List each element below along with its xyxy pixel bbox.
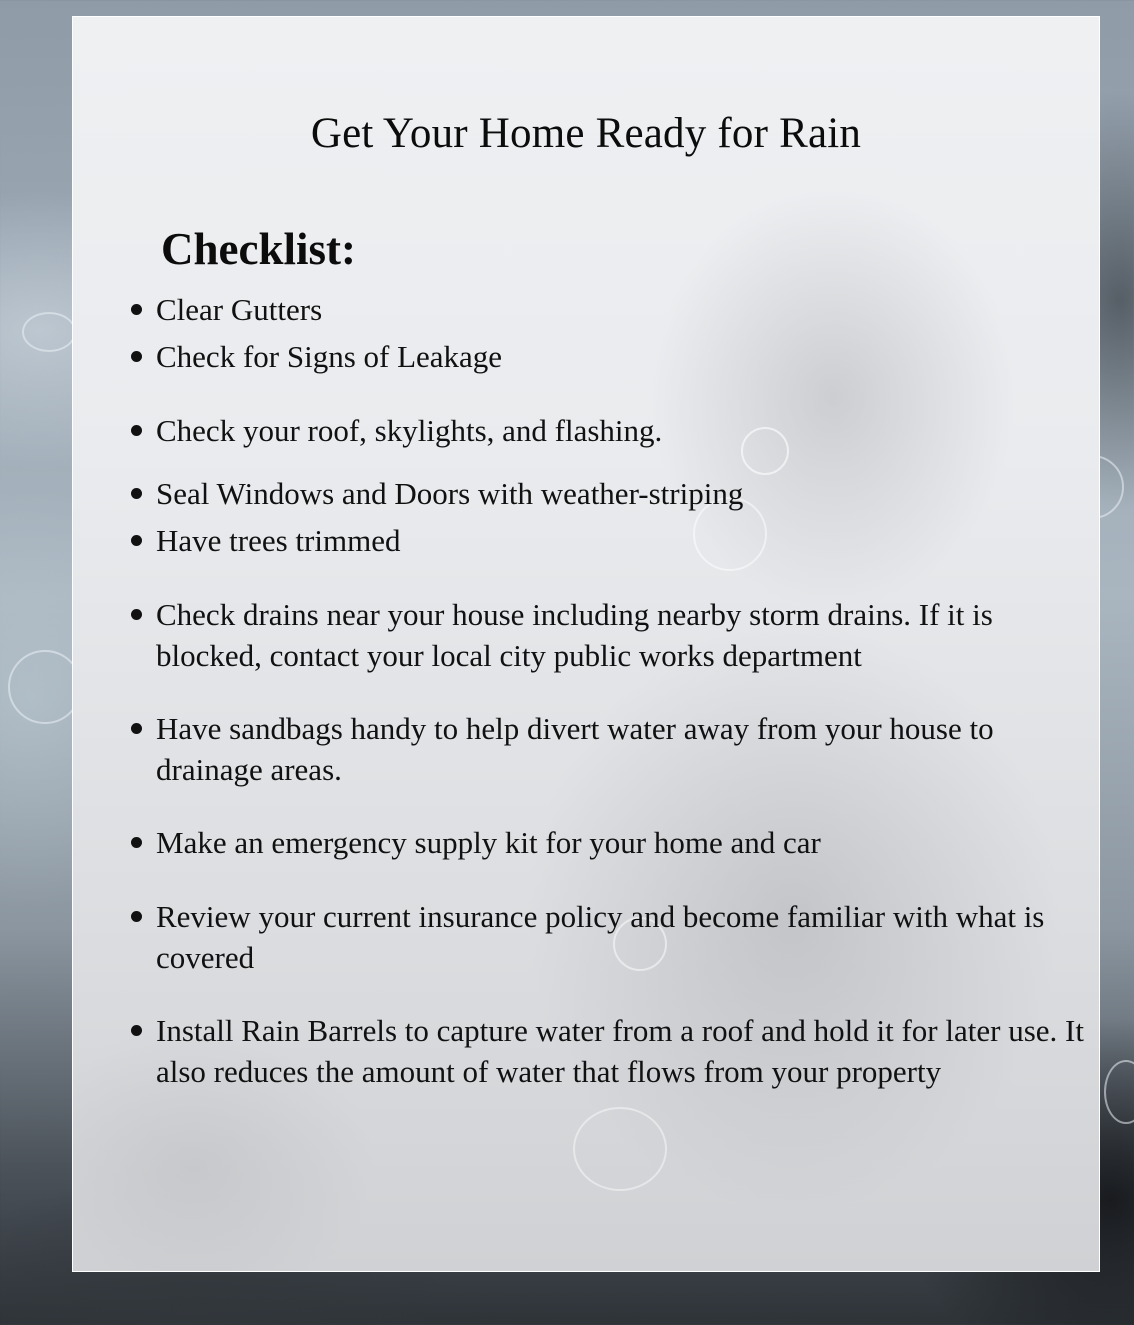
bullet-icon (131, 304, 142, 315)
bullet-icon (131, 609, 142, 620)
bullet-icon (131, 837, 142, 848)
checklist-item-text: Check for Signs of Leakage (156, 339, 503, 374)
checklist-item (125, 822, 1085, 863)
checklist-item-text: Check drains near your house including nearby storm drains. If it is blocked, contact your local city public works department (156, 597, 993, 673)
checklist-item (125, 896, 1085, 978)
checklist-item-text: Clear Gutters (156, 292, 323, 327)
checklist-item (125, 520, 1085, 561)
bullet-icon (131, 723, 142, 734)
bullet-icon (131, 535, 142, 546)
checklist-item (125, 594, 1085, 676)
checklist-item (125, 336, 1085, 377)
bullet-icon (131, 425, 142, 436)
ripple-decoration (573, 1107, 667, 1191)
checklist-item-text: Install Rain Barrels to capture water from a roof and hold it for later use. It also reduces the amount of water that flows from your property (156, 1013, 1084, 1089)
ripple-decoration (1104, 1060, 1134, 1124)
ripple-decoration (22, 312, 76, 352)
checklist-item (125, 708, 1085, 790)
checklist-item (125, 289, 1085, 330)
checklist-panel (72, 16, 1100, 1272)
checklist-item-text: Check your roof, skylights, and flashing. (156, 413, 663, 448)
checklist-item-text: Seal Windows and Doors with weather-striping (156, 476, 744, 511)
checklist-item (125, 473, 1085, 514)
bullet-icon (131, 351, 142, 362)
checklist-item (125, 1010, 1085, 1092)
bullet-icon (131, 1025, 142, 1036)
checklist-item (125, 410, 1085, 451)
ripple-decoration (8, 650, 82, 724)
bullet-icon (131, 911, 142, 922)
bullet-icon (131, 488, 142, 499)
checklist-item-text: Review your current insurance policy and become familiar with what is covered (156, 899, 1045, 975)
checklist-item-text: Have sandbags handy to help divert water away from your house to drainage areas. (156, 711, 994, 787)
checklist-heading: Checklist: (161, 224, 356, 274)
checklist-item-text: Have trees trimmed (156, 523, 401, 558)
checklist-item-text: Make an emergency supply kit for your home and car (156, 825, 821, 860)
page-title: Get Your Home Ready for Rain (310, 110, 862, 157)
